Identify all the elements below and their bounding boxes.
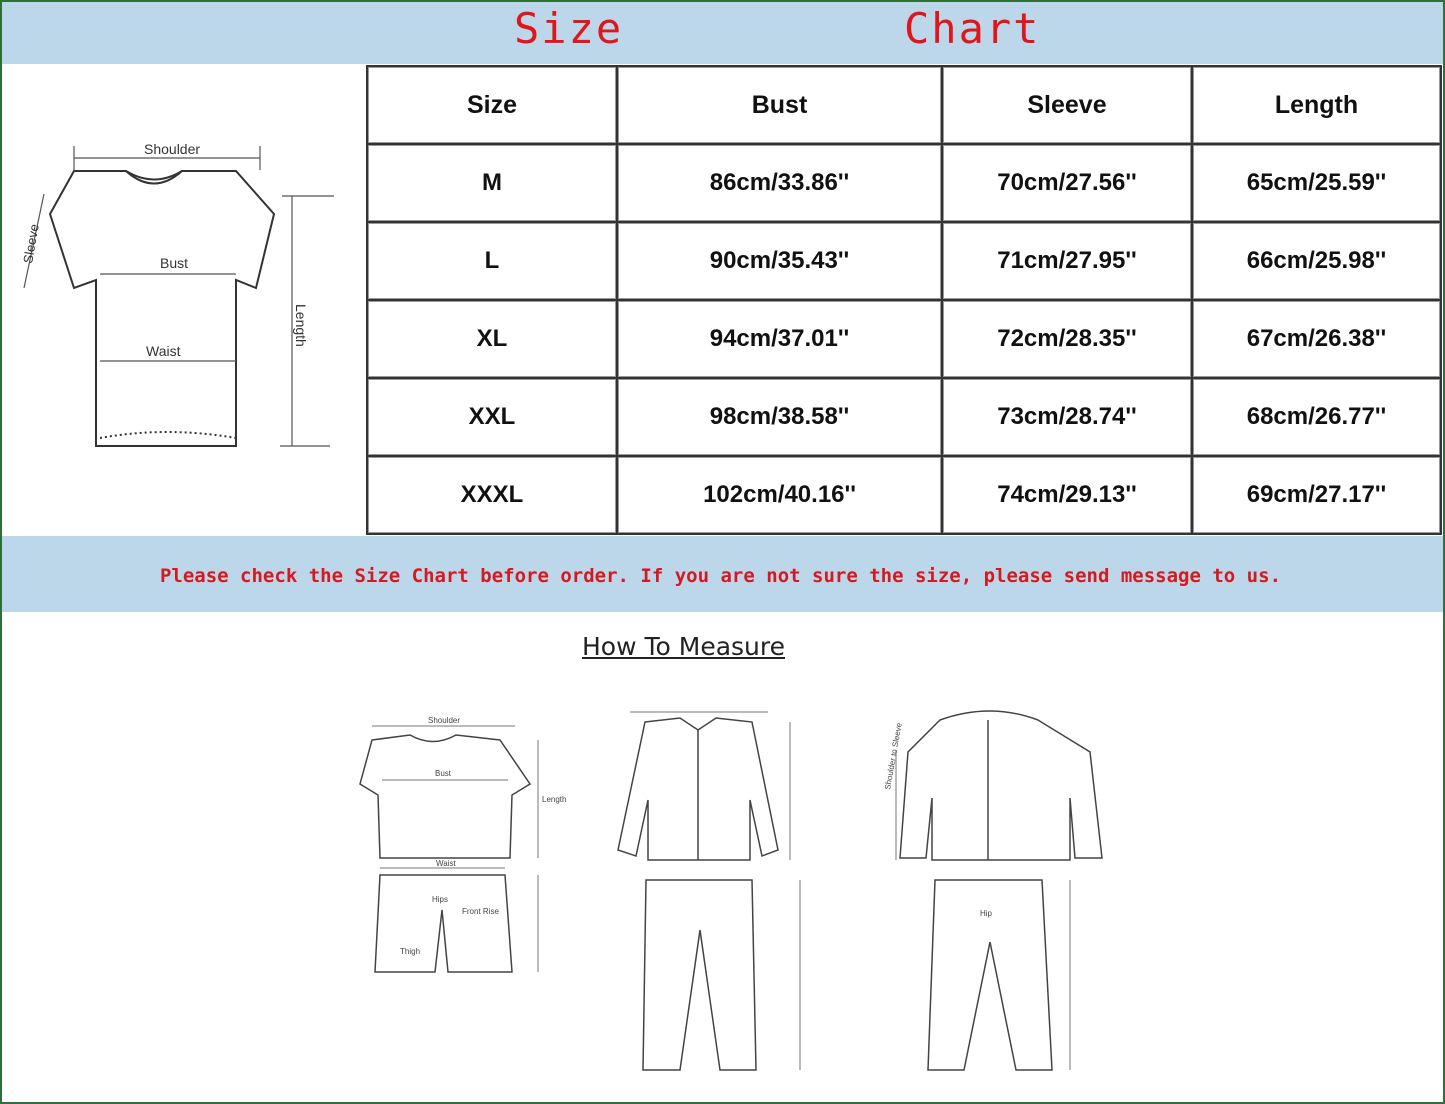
table-row bbox=[367, 300, 1441, 378]
hoodie-outline bbox=[900, 711, 1102, 860]
cell-length: 68cm/26.77'' bbox=[1192, 378, 1441, 456]
cell-length: 65cm/25.59'' bbox=[1192, 144, 1441, 222]
notice-text: Please check the Size Chart before order. If you are not sure the size, please send message to us. bbox=[159, 565, 1282, 587]
tshirt-outline bbox=[360, 735, 530, 858]
cell-sleeve: 70cm/27.56'' bbox=[942, 144, 1192, 222]
cell-bust: 86cm/33.86'' bbox=[617, 144, 942, 222]
title-chart: Chart bbox=[904, 4, 1041, 53]
label-hips: Hips bbox=[432, 895, 449, 904]
label-front-rise: Front Rise bbox=[462, 907, 499, 916]
cell-length: 69cm/27.17'' bbox=[1192, 456, 1441, 534]
table-row bbox=[367, 378, 1441, 456]
shorts-outline bbox=[375, 875, 512, 972]
cell-sleeve: 71cm/27.95'' bbox=[942, 222, 1192, 300]
cell-length: 66cm/25.98'' bbox=[1192, 222, 1441, 300]
cell-bust: 90cm/35.43'' bbox=[617, 222, 942, 300]
table-row bbox=[367, 144, 1441, 222]
how-to-measure-diagram bbox=[300, 680, 1150, 1085]
cell-size: M bbox=[367, 144, 617, 222]
label-waist: Waist bbox=[146, 343, 181, 359]
cell-size: XXL bbox=[367, 378, 617, 456]
cell-sleeve: 74cm/29.13'' bbox=[942, 456, 1192, 534]
label-waist: Waist bbox=[436, 859, 456, 868]
label-shoulder: Shoulder bbox=[144, 141, 201, 157]
label-shoulder: Shoulder bbox=[428, 716, 461, 725]
label-bust: Bust bbox=[160, 255, 189, 271]
label-length: Length bbox=[542, 795, 567, 804]
how-to-measure-title: How To Measure bbox=[582, 632, 786, 661]
cell-size: XL bbox=[367, 300, 617, 378]
label-thigh: Thigh bbox=[400, 947, 421, 956]
table-row bbox=[367, 456, 1441, 534]
label-shoulder-to-sleeve: Shoulder to Sleeve bbox=[883, 722, 904, 791]
cell-length: 67cm/26.38'' bbox=[1192, 300, 1441, 378]
label-hip: Hip bbox=[980, 909, 993, 918]
cell-bust: 102cm/40.16'' bbox=[617, 456, 942, 534]
title-size: Size bbox=[514, 4, 624, 53]
pants-outline bbox=[643, 880, 756, 1070]
cell-sleeve: 72cm/28.35'' bbox=[942, 300, 1192, 378]
header-band bbox=[2, 2, 1443, 64]
cell-bust: 94cm/37.01'' bbox=[617, 300, 942, 378]
label-bust: Bust bbox=[435, 769, 452, 778]
cell-bust: 98cm/38.58'' bbox=[617, 378, 942, 456]
tshirt-diagram bbox=[4, 66, 362, 532]
cell-size: L bbox=[367, 222, 617, 300]
col-length: Length bbox=[1192, 66, 1441, 144]
size-table bbox=[366, 65, 1442, 535]
table-row bbox=[367, 222, 1441, 300]
cell-size: XXXL bbox=[367, 456, 617, 534]
col-sleeve: Sleeve bbox=[942, 66, 1192, 144]
label-sleeve: Sleeve bbox=[20, 222, 42, 265]
col-bust: Bust bbox=[617, 66, 942, 144]
label-length: Length bbox=[293, 304, 309, 347]
cell-sleeve: 73cm/28.74'' bbox=[942, 378, 1192, 456]
col-size: Size bbox=[367, 66, 617, 144]
